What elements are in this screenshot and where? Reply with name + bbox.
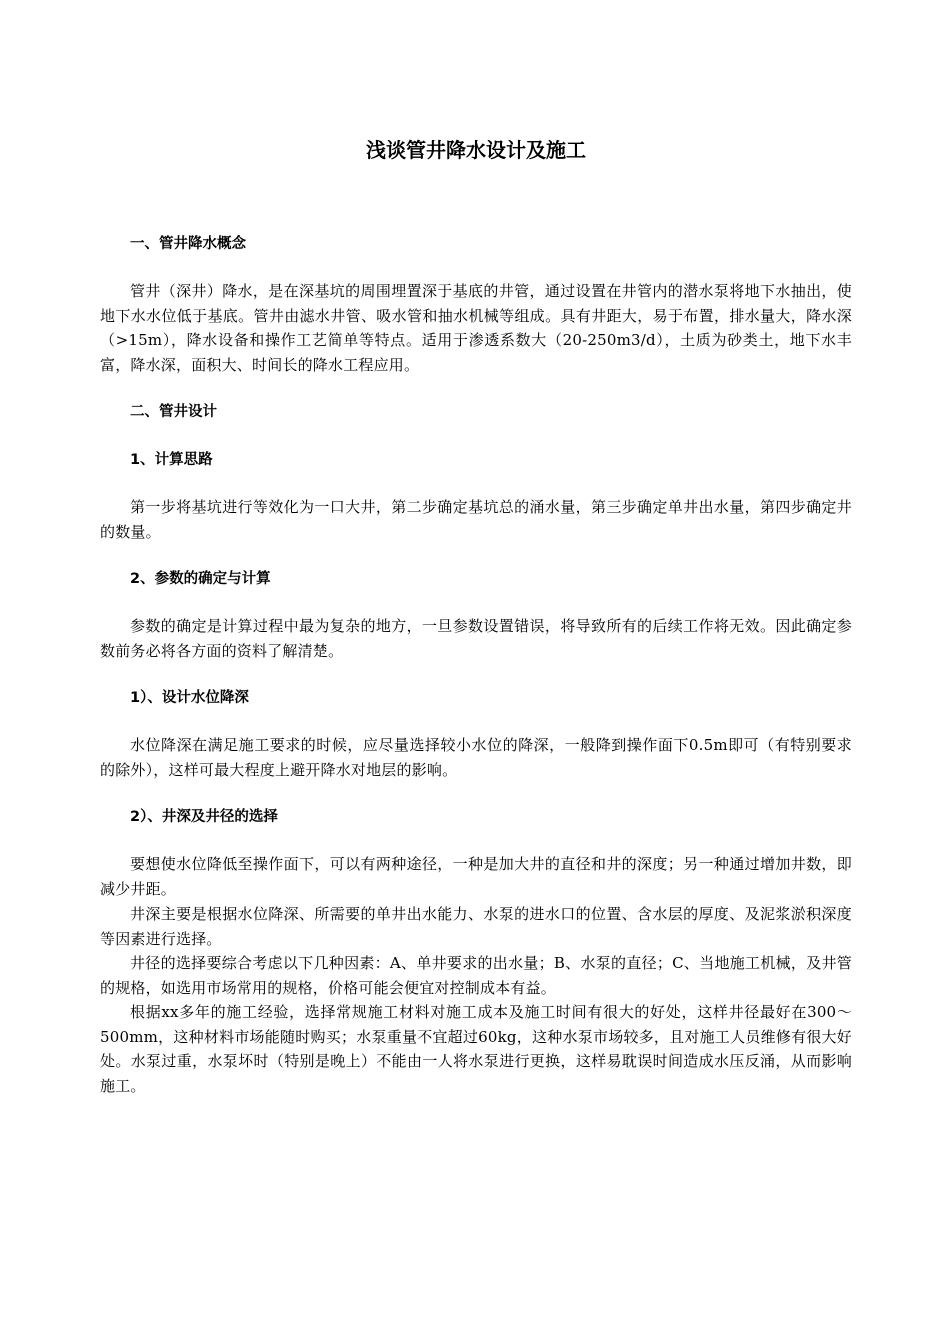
section-heading-design: 二、管井设计	[130, 404, 217, 420]
item-paragraph-well-depth-4: 根据xx多年的施工经验，选择常规施工材料对施工成本及施工时间有很大的好处，这样井径最好在300～500mm，这种材料市场能随时购买；水泵重量不宜超过60kg，这种水泵市场较多，且对施工人员维修有很大好处。水泵过重，水泵坏时（特别是晚上）不能由一人将水泵进行更换，这样易耽误时间造成水压反涌，从而影响施工。	[100, 1003, 852, 1095]
item-paragraph-drawdown: 水位降深在满足施工要求的时候，应尽量选择较小水位的降深，一般降到操作面下0.5m即可（有特别要求的除外），这样可最大程度上避开降水对地层的影响。	[100, 736, 852, 779]
section-paragraph-concept: 管井（深井）降水，是在深基坑的周围埋置深于基底的井管，通过设置在井管内的潜水泵将地下水抽出，使地下水水位低于基底。管井由滤水井管、吸水管和抽水机械等组成。具有井距大，易于布置，排水量大，降水深（>15m），降水设备和操作工艺简单等特点。适用于渗透系数大（20-250m3/d），土质为砂类土，地下水丰富，降水深，面积大、时间长的降水工程应用。	[100, 282, 852, 374]
item-paragraph-well-depth-1: 要想使水位降低至操作面下，可以有两种途径，一种是加大井的直径和井的深度；另一种通过增加井数，即减少井距。	[100, 855, 852, 898]
subsection-paragraph-approach: 第一步将基坑进行等效化为一口大井，第二步确定基坑总的涌水量，第三步确定单井出水量，第四步确定井的数量。	[100, 498, 852, 541]
item-paragraph-well-depth-2: 井深主要是根据水位降深、所需要的单井出水能力、水泵的进水口的位置、含水层的厚度、及泥浆淤积深度等因素进行选择。	[100, 905, 852, 948]
section-heading-concept: 一、管井降水概念	[130, 236, 246, 252]
subsection-heading-parameters: 2、参数的确定与计算	[130, 571, 271, 587]
document-title: 浅谈管井降水设计及施工	[366, 138, 586, 162]
item-paragraph-well-depth-3: 井径的选择要综合考虑以下几种因素：A、单井要求的出水量；B、水泵的直径；C、当地施工机械，及井管的规格，如选用市场常用的规格，价格可能会便宜对控制成本有益。	[100, 954, 852, 997]
item-heading-well-depth: 2）、井深及井径的选择	[130, 809, 278, 825]
subsection-paragraph-parameters: 参数的确定是计算过程中最为复杂的地方，一旦参数设置错误，将导致所有的后续工作将无效。因此确定参数前务必将各方面的资料了解清楚。	[100, 617, 852, 660]
item-heading-drawdown: 1）、设计水位降深	[130, 690, 249, 706]
subsection-heading-approach: 1、计算思路	[130, 452, 213, 468]
